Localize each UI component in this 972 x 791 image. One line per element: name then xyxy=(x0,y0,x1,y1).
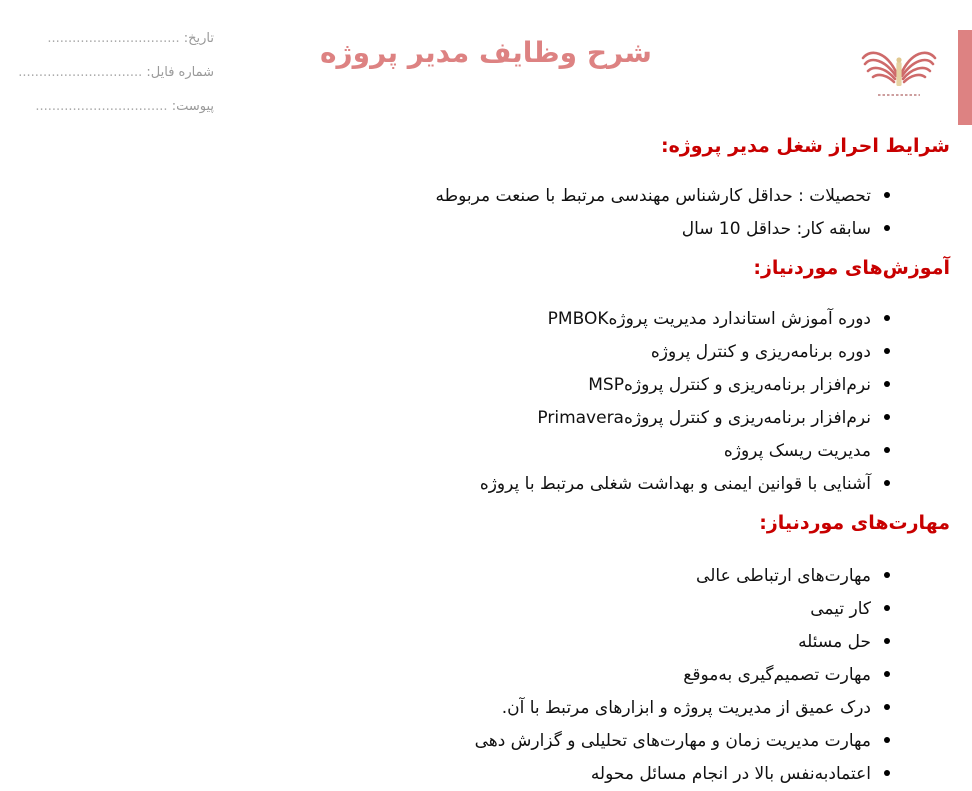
info-field-dotted-line: .............................. xyxy=(18,65,143,80)
section-heading-job-requirements: شرایط احراز شغل مدیر پروژه: xyxy=(660,135,950,157)
section-heading-required-skills: مهارت‌های موردنیاز: xyxy=(759,512,950,534)
section-heading-required-trainings: آموزش‌های موردنیاز: xyxy=(753,257,950,279)
info-field-label: شماره فایل: xyxy=(146,65,214,80)
list-item: درک عمیق از مدیریت پروژه و ابزارهای مرتبط با آن. xyxy=(40,692,890,725)
list-item: دوره آموزش استاندارد مدیریت پروژهPMBOK xyxy=(40,303,890,336)
list-item: اعتمادبه‌نفس بالا در انجام مسائل محوله xyxy=(40,758,890,791)
list-item: مهارت مدیریت زمان و مهارت‌های تحلیلی و گزارش دهی xyxy=(40,725,890,758)
list-item: دوره برنامه‌ریزی و کنترل پروژه xyxy=(40,336,890,369)
list-item: سابقه کار: حداقل 10 سال xyxy=(40,213,890,246)
page-title: شرح وظایف مدیر پروژه xyxy=(320,36,652,69)
list-item: نرم‌افزار برنامه‌ریزی و کنترل پروژهMSP xyxy=(40,369,890,402)
info-field-label: تاریخ: xyxy=(183,31,214,46)
info-field-label: پیوست: xyxy=(171,99,214,114)
list-item: تحصیلات : حداقل کارشناس مهندسی مرتبط با صنعت مربوطه xyxy=(40,180,890,213)
list-item: مهارت تصمیم‌گیری به‌موقع xyxy=(40,659,890,692)
job-requirements-list xyxy=(40,180,950,246)
list-item: آشنایی با قوانین ایمنی و بهداشت شغلی مرتبط با پروژه xyxy=(40,468,890,501)
list-item: کار تیمی xyxy=(40,593,890,626)
required-skills-list xyxy=(40,560,950,791)
list-item: نرم‌افزار برنامه‌ریزی و کنترل پروژهPrimavera xyxy=(40,402,890,435)
list-item: حل مسئله xyxy=(40,626,890,659)
required-trainings-list xyxy=(40,303,950,501)
list-item: مدیریت ریسک پروژه xyxy=(40,435,890,468)
list-item: مهارت‌های ارتباطی عالی xyxy=(40,560,890,593)
info-field-dotted-line: ................................ xyxy=(47,31,180,46)
info-field-dotted-line: ................................ xyxy=(35,99,168,114)
